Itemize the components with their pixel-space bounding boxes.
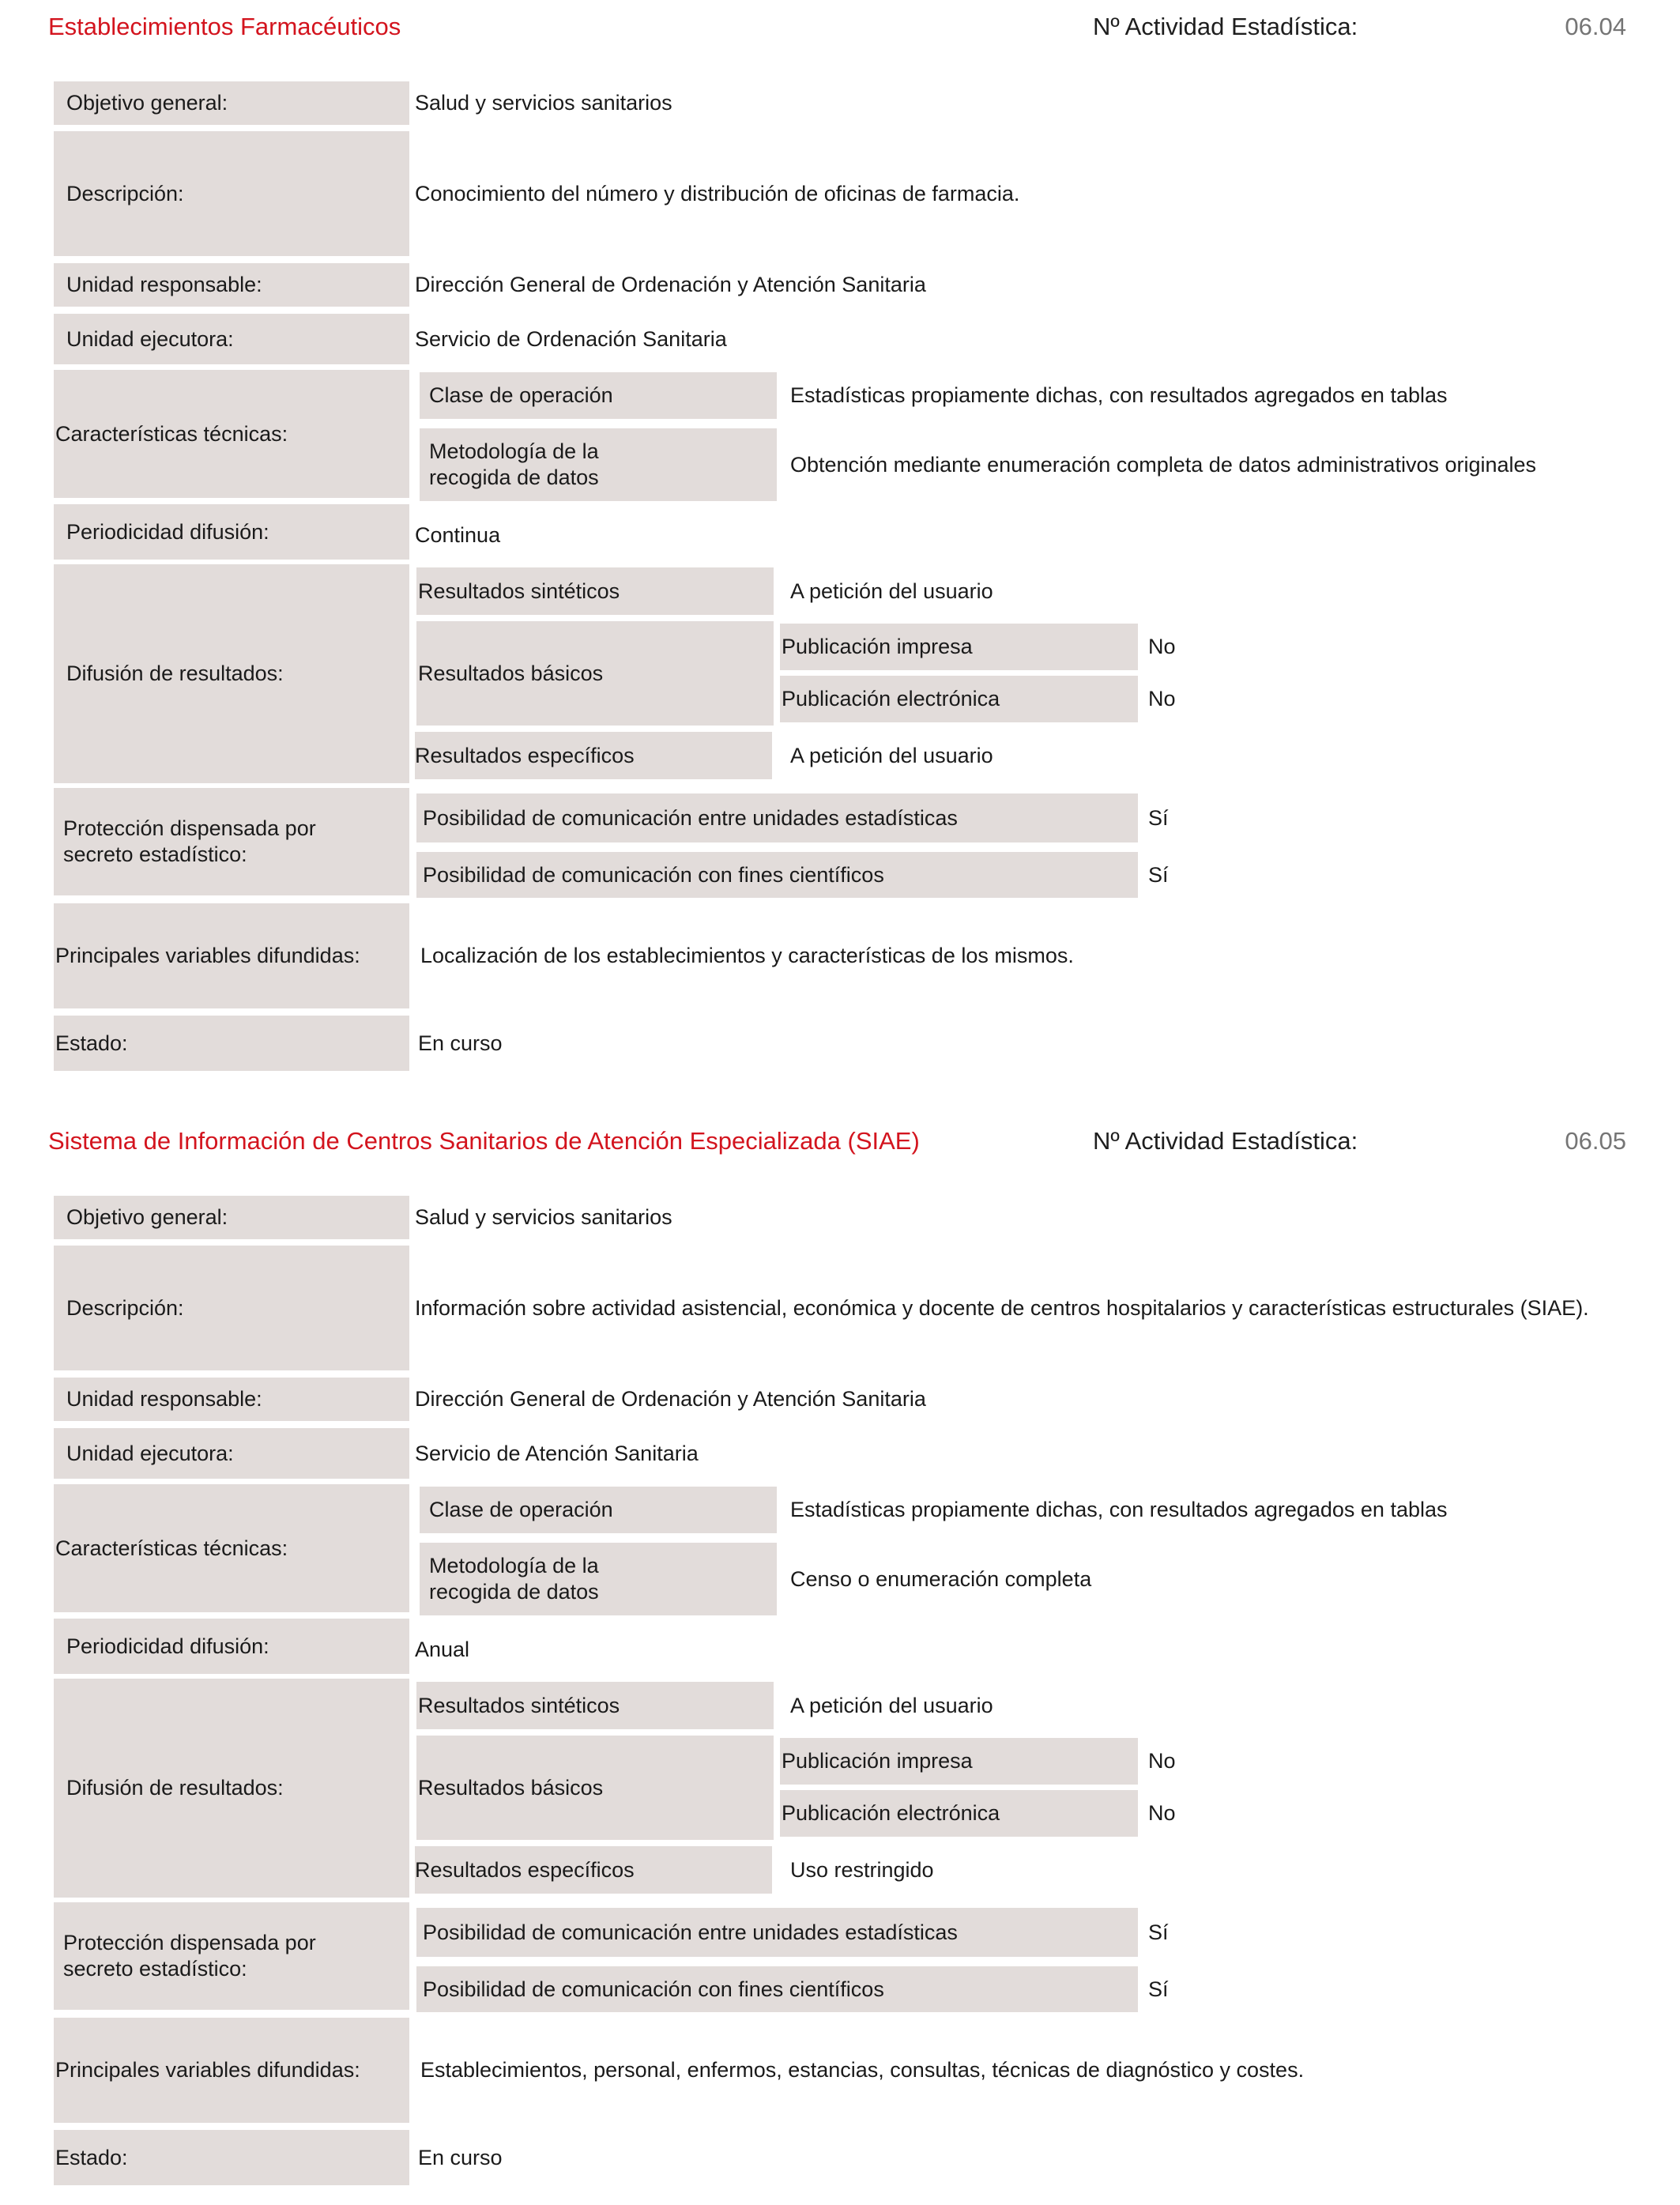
label-resultados-sinteticos: Resultados sintéticos [416,1682,774,1729]
label-descripcion: Descripción: [54,1246,409,1370]
label-comunicacion-unidades: Posibilidad de comunicación entre unidades estadísticas [416,1908,1138,1957]
label-periodicidad-difusion: Periodicidad difusión: [54,1619,409,1674]
label-metodologia: Metodología de la recogida de datos [420,1543,777,1615]
label-periodicidad-difusion: Periodicidad difusión: [54,504,409,560]
label-clase-operacion: Clase de operación [420,1487,777,1533]
label-descripcion: Descripción: [54,131,409,256]
label-proteccion-secreto [54,788,409,895]
value-descripcion: Información sobre actividad asistencial, económica y docente de centros hospitalarios y características estructurales (SIAE). [415,1295,1589,1320]
value-publicacion-electronica: No [1148,1801,1176,1826]
label-proteccion-text: Protección dispensada por secreto estadístico: [63,1931,316,1981]
label-objetivo-general: Objetivo general: [54,81,409,125]
value-principales-variables: Establecimientos, personal, enfermos, estancias, consultas, técnicas de diagnóstico y costes. [420,2058,1305,2082]
value-clase-operacion: Estadísticas propiamente dichas, con resultados agregados en tablas [790,1498,1448,1522]
value-unidad-responsable: Dirección General de Ordenación y Atención Sanitaria [415,1387,926,1412]
label-resultados-basicos: Resultados básicos [416,621,774,726]
label-clase-operacion: Clase de operación [420,372,777,419]
label-publicacion-electronica: Publicación electrónica [780,1790,1138,1837]
activity-number-label: Nº Actividad Estadística: [1093,1127,1358,1155]
label-resultados-especificos: Resultados específicos [415,732,772,779]
statistic-sheet-0605 [0,1114,1680,2205]
label-objetivo-general: Objetivo general: [54,1196,409,1239]
label-unidad-responsable: Unidad responsable: [54,1378,409,1421]
section-title: Sistema de Información de Centros Sanitarios de Atención Especializada (SIAE) [48,1127,920,1155]
value-unidad-ejecutora: Servicio de Atención Sanitaria [415,1441,699,1465]
label-principales-variables: Principales variables difundidas: [54,903,409,1008]
value-comunicacion-cientificos: Sí [1148,1977,1169,2001]
label-publicacion-electronica: Publicación electrónica [780,676,1138,722]
label-resultados-especificos: Resultados específicos [415,1846,772,1894]
value-descripcion: Conocimiento del número y distribución de oficinas de farmacia. [415,181,1020,205]
activity-number-value: 06.04 [1565,13,1626,40]
value-clase-operacion: Estadísticas propiamente dichas, con resultados agregados en tablas [790,383,1448,408]
value-unidad-ejecutora: Servicio de Ordenación Sanitaria [415,326,727,351]
label-publicacion-impresa: Publicación impresa [780,624,1138,670]
value-objetivo-general: Salud y servicios sanitarios [415,91,672,115]
label-comunicacion-unidades: Posibilidad de comunicación entre unidades estadísticas [416,793,1138,842]
label-caracteristicas-tecnicas: Características técnicas: [54,1484,409,1612]
value-metodologia: Censo o enumeración completa [790,1566,1092,1591]
label-unidad-ejecutora: Unidad ejecutora: [54,314,409,364]
value-periodicidad-difusion: Continua [415,522,501,547]
section-title: Establecimientos Farmacéuticos [48,13,401,40]
value-comunicacion-unidades: Sí [1148,805,1169,830]
value-publicacion-impresa: No [1148,1749,1176,1773]
label-unidad-ejecutora: Unidad ejecutora: [54,1428,409,1479]
label-difusion-resultados: Difusión de resultados: [54,1679,409,1898]
value-publicacion-electronica: No [1148,687,1176,711]
value-resultados-especificos: Uso restringido [790,1857,934,1882]
value-resultados-sinteticos: A petición del usuario [790,1693,993,1717]
label-comunicacion-cientificos: Posibilidad de comunicación con fines científicos [416,852,1138,898]
statistic-sheet-0604 [0,0,1680,1091]
value-principales-variables: Localización de los establecimientos y características de los mismos. [420,944,1074,968]
value-metodologia: Obtención mediante enumeración completa de datos administrativos originales [790,452,1537,477]
label-estado: Estado: [54,1016,409,1071]
value-comunicacion-cientificos: Sí [1148,862,1169,887]
label-publicacion-impresa: Publicación impresa [780,1738,1138,1785]
value-resultados-especificos: A petición del usuario [790,743,993,767]
value-unidad-responsable: Dirección General de Ordenación y Atención Sanitaria [415,273,926,297]
value-publicacion-impresa: No [1148,635,1176,659]
label-principales-variables: Principales variables difundidas: [54,2018,409,2123]
value-estado: En curso [418,2145,503,2169]
value-objetivo-general: Salud y servicios sanitarios [415,1205,672,1230]
label-difusion-resultados: Difusión de resultados: [54,564,409,783]
label-comunicacion-cientificos: Posibilidad de comunicación con fines científicos [416,1966,1138,2012]
activity-number-label: Nº Actividad Estadística: [1093,13,1358,40]
value-estado: En curso [418,1031,503,1055]
label-proteccion-secreto [54,1902,409,2010]
label-unidad-responsable: Unidad responsable: [54,263,409,307]
label-estado: Estado: [54,2130,409,2185]
value-resultados-sinteticos: A petición del usuario [790,579,993,603]
label-resultados-basicos: Resultados básicos [416,1736,774,1840]
value-periodicidad-difusion: Anual [415,1637,470,1661]
label-resultados-sinteticos: Resultados sintéticos [416,567,774,615]
activity-number-value: 06.05 [1565,1127,1626,1155]
label-caracteristicas-tecnicas: Características técnicas: [54,370,409,498]
label-metodologia: Metodología de la recogida de datos [420,428,777,501]
label-proteccion-text: Protección dispensada por secreto estadístico: [63,816,316,866]
value-comunicacion-unidades: Sí [1148,1920,1169,1944]
